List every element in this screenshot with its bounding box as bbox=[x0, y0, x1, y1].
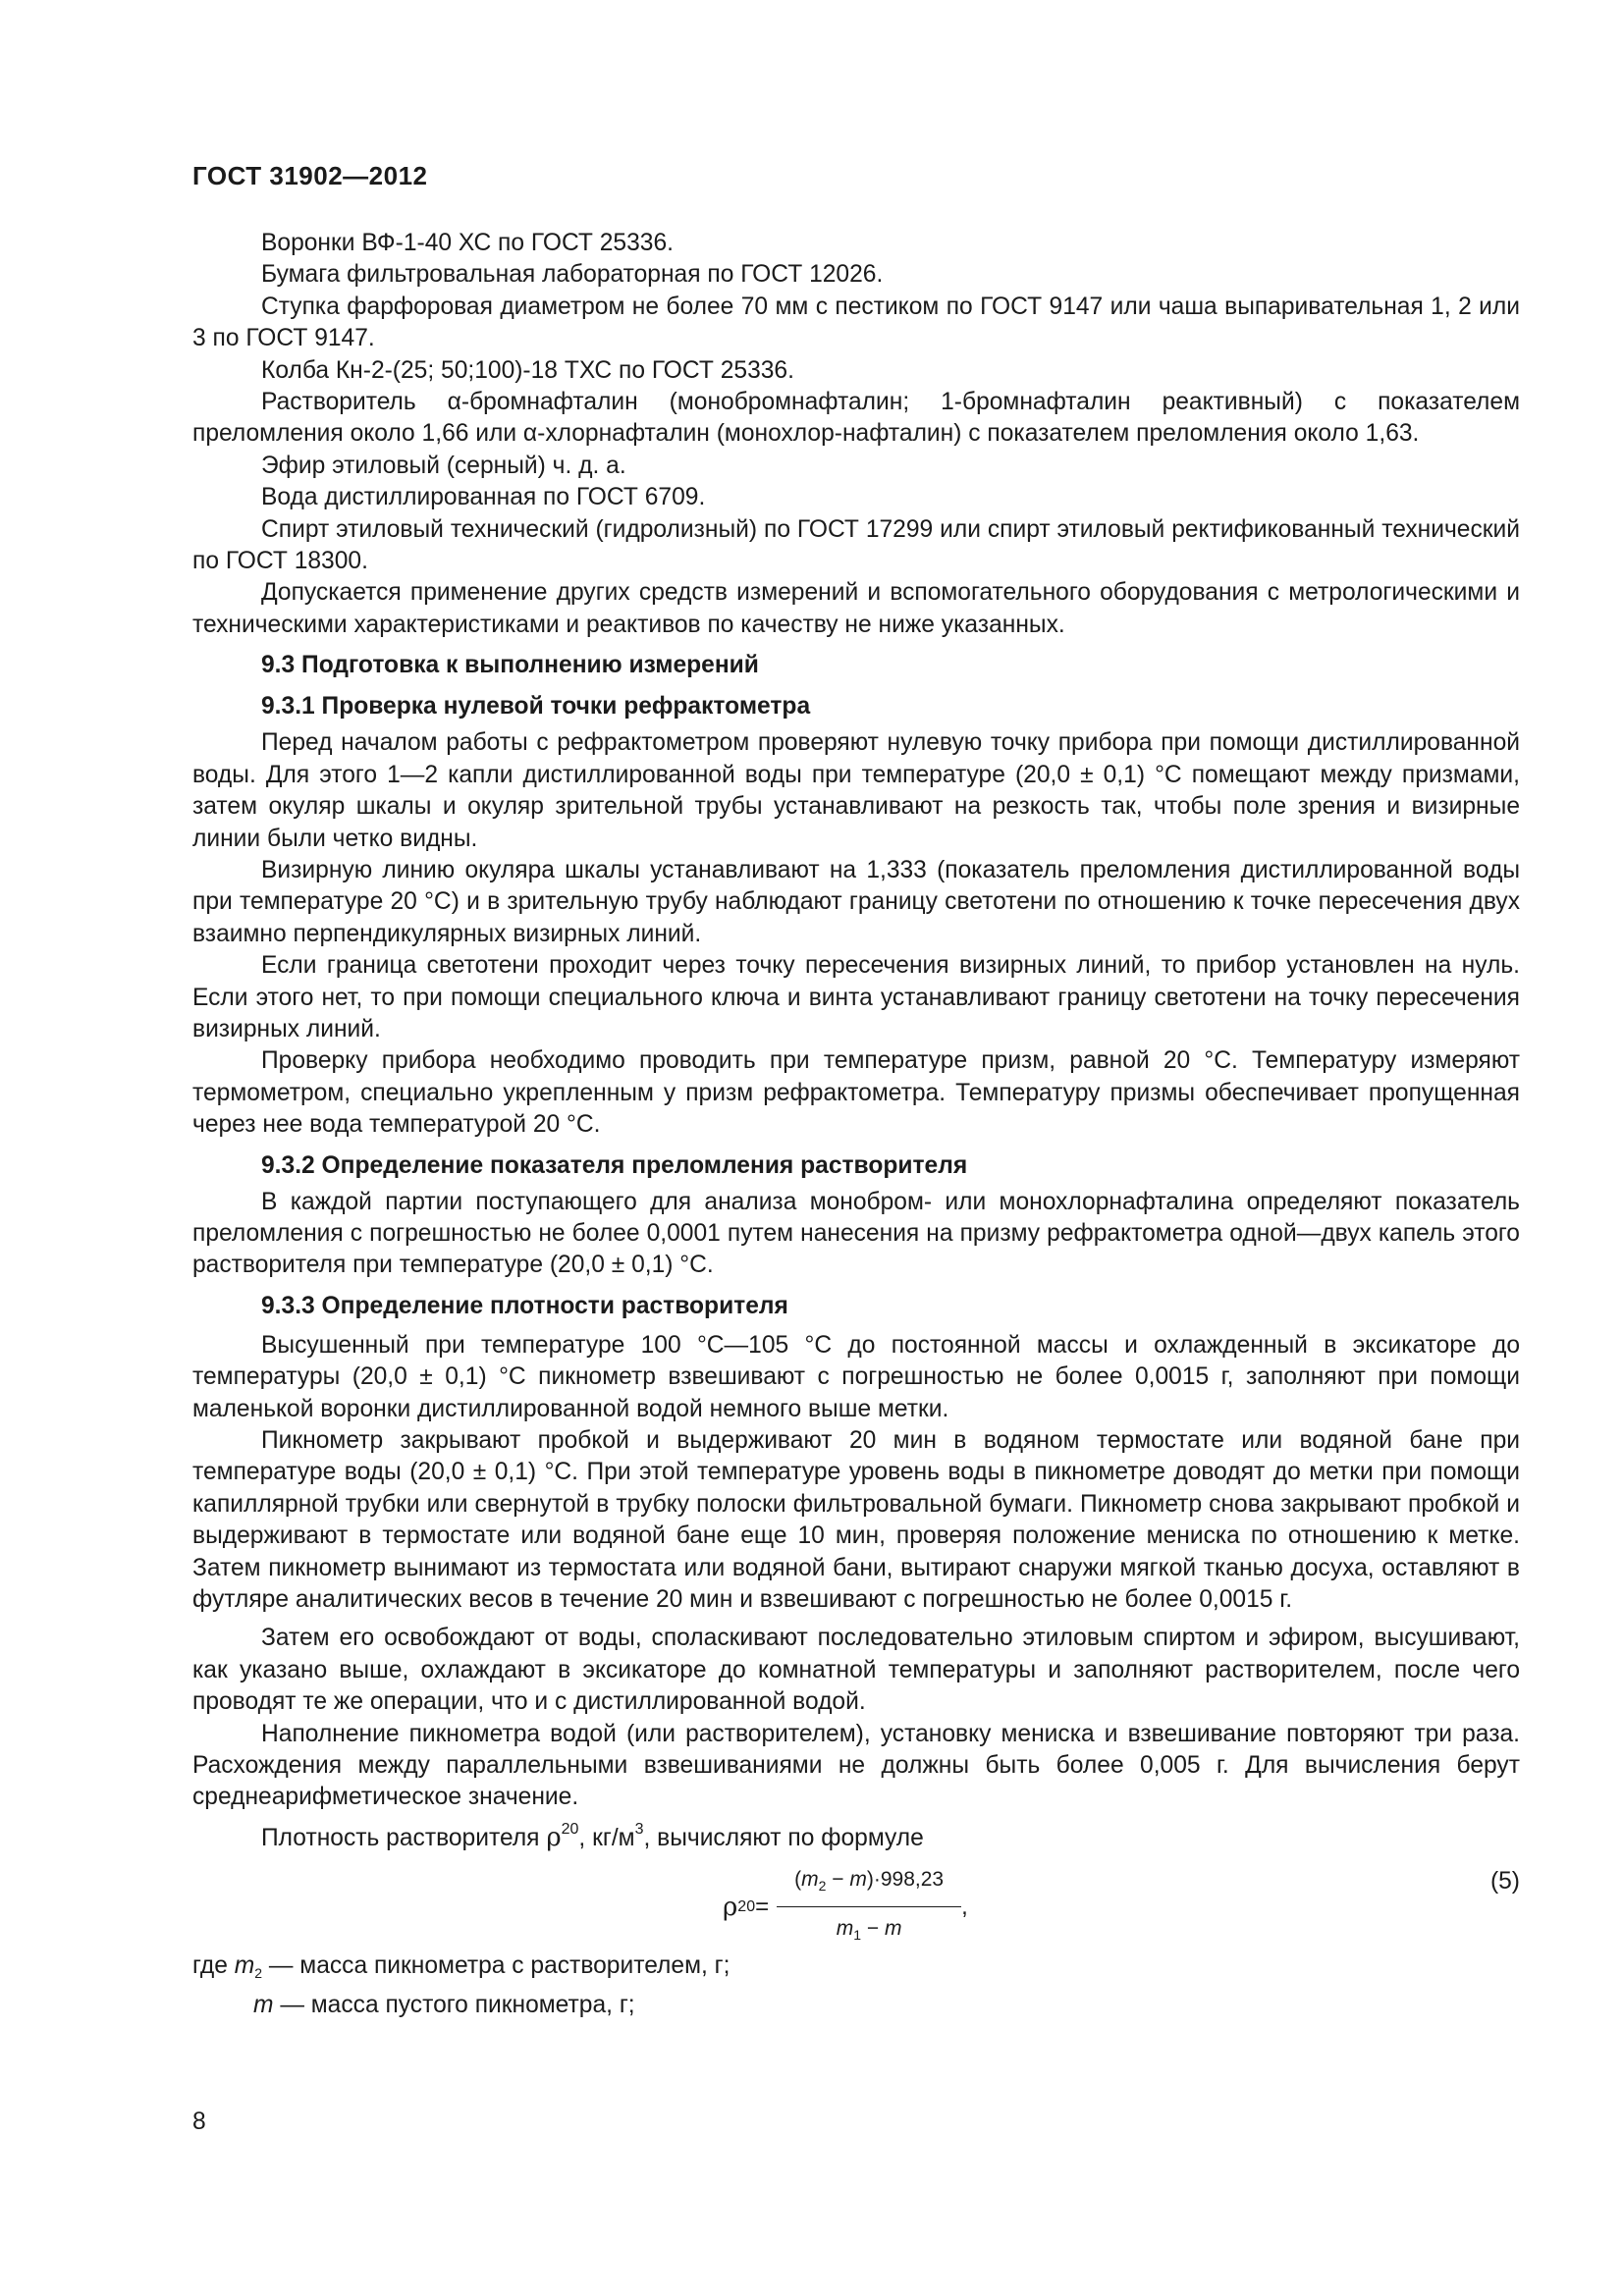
formula-block bbox=[192, 1860, 1520, 1950]
page-content bbox=[192, 228, 1520, 2021]
intro-line: Эфир этиловый (серный) ч. д. а. bbox=[261, 452, 626, 479]
section-heading-9-3-3: 9.3.3 Определение плотности растворителя bbox=[261, 1292, 788, 1319]
where-description: — масса пустого пикнометра, г; bbox=[273, 1991, 635, 2018]
formula-numerator-tail: )·998,23 bbox=[866, 1868, 945, 1892]
density-unit-superscript: 3 bbox=[634, 1820, 644, 1838]
section-paragraph: Перед началом работы с рефрактометром проверяют нулевую точку прибора при помощи дистиллированной воды. Для этого 1—2 капли дистиллированной воды при температуре (20,0 ± 0,1) °С помещают между призмами, затем окуляр шкалы и окуляр зрительной трубы устанавливают на резкость так, чтобы поле зрения и визирные линии были четко видны. bbox=[192, 729, 1520, 852]
section-paragraph: Если граница светотени проходит через точку пересечения визирных линий, то прибор установлен на нуль. Если этого нет, то при помощи специального ключа и винта устанавливают границу светотени на точку пересечения визирных линий. bbox=[192, 952, 1520, 1042]
formula-var-m: m bbox=[849, 1868, 867, 1892]
section-heading-9-3-2: 9.3.2 Определение показателя преломления растворителя bbox=[261, 1151, 968, 1179]
section-paragraph: Проверку прибора необходимо проводить при температуре призм, равной 20 °С. Температуру измеряют термометром, специально укрепленным у призм рефрактометра. Температуру призмы обеспечивает пропущенная через нее вода температурой 20 °С. bbox=[192, 1047, 1520, 1139]
intro-line: Бумага фильтровальная лабораторная по ГОСТ 12026. bbox=[261, 261, 884, 289]
section-paragraph: Наполнение пикнометра водой (или растворителем), установку мениска и взвешивание повторяют три раза. Расхождения между параллельными взвешиваниями не должны быть более 0,005 г. Для вычисления берут среднеарифметическое значение. bbox=[192, 1720, 1520, 1811]
intro-line: Ступка фарфоровая диаметром не более 70 мм с пестиком по ГОСТ 9147 или чаша выпаривательная 1, 2 или 3 по ГОСТ 9147. bbox=[192, 293, 1520, 352]
formula-equals: = bbox=[755, 1893, 770, 1920]
formula-fraction bbox=[777, 1864, 961, 1950]
section-paragraph: Пикнометр закрывают пробкой и выдерживают 20 мин в водяном термостате или водяной бане при температуре воды (20,0 ± 0,1) °С. При этой температуре уровень воды в пикнометре доводят до метки при помощи капиллярной трубки или свернутой в трубку полоски фильтровальной бумаги. Пикнометр снова закрывают пробкой и выдерживают в термостате или водяной бане еще 10 мин, проверяя положение мениска по отношению к метке. Затем пикнометр вынимают из термостата или водяной бани, вытирают снаружи мягкой тканью досуха, оставляют в футляре аналитических весов в течение 20 мин и взвешивают с погрешностью не более 0,0015 г. bbox=[192, 1427, 1520, 1614]
density-intro bbox=[192, 1814, 1520, 1854]
where-block bbox=[192, 1950, 1520, 2021]
where-var: m bbox=[253, 1991, 274, 2018]
where-var: m bbox=[234, 1952, 255, 1980]
where-description: — масса пикнометра с растворителем, г; bbox=[262, 1952, 730, 1980]
formula-minus: − bbox=[861, 1916, 885, 1940]
document-header: ГОСТ 31902—2012 bbox=[192, 161, 428, 190]
intro-line: Вода дистиллированная по ГОСТ 6709. bbox=[261, 484, 706, 511]
intro-line: Воронки ВФ-1-40 ХС по ГОСТ 25336. bbox=[261, 230, 674, 256]
intro-line: Спирт этиловый технический (гидролизный) по ГОСТ 17299 или спирт этиловый ректификованный технический по ГОСТ 18300. bbox=[192, 515, 1520, 575]
intro-line: Растворитель α-бромнафталин (монобромнафталин; 1-бромнафталин реактивный) с показателем преломления около 1,66 или α-хлорнафталин (монохлор-нафталин) с показателем преломления около 1,63. bbox=[192, 389, 1520, 448]
formula-numerator bbox=[788, 1864, 949, 1905]
formula-lhs-superscript: 20 bbox=[737, 1897, 756, 1915]
section-heading-9-3-1: 9.3.1 Проверка нулевой точки рефрактометра bbox=[261, 693, 811, 721]
intro-line: Допускается применение других средств измерений и вспомогательного оборудования с метрологическими и техническими характеристиками и реактивов по качеству не ниже указанных. bbox=[192, 579, 1520, 638]
density-unit-text: , кг/м bbox=[578, 1824, 635, 1851]
formula-var-m: m bbox=[801, 1868, 819, 1892]
intro-line: Колба Кн-2-(25; 50;100)-18 ТХС по ГОСТ 25336. bbox=[261, 356, 794, 384]
section-paragraph: Визирную линию окуляра шкалы устанавливают на 1,333 (показатель преломления дистиллированной воды при температуре 20 °С) и в зрительную трубу наблюдают границу светотени по отношению к точке пересечения двух взаимно перпендикулярных визирных линий. bbox=[192, 856, 1520, 947]
formula-comma: , bbox=[961, 1893, 968, 1920]
section-paragraph: Затем его освобождают от воды, споласкивают последовательно этиловым спиртом и эфиром, высушивают, как указано выше, охлаждают в эксикаторе до комнатной температуры и заполняют растворителем, после чего проводят те же операции, что и с дистиллированной водой. bbox=[192, 1625, 1520, 1716]
section-paragraph: Высушенный при температуре 100 °С—105 °С до постоянной массы и охлажденный в эксикаторе до температуры (20,0 ± 0,1) °С пикнометр взвешивают с погрешностью не более 0,0015 г, заполняют при помощи маленькой воронки дистиллированной водой немного выше метки. bbox=[192, 1331, 1520, 1422]
formula-minus: − bbox=[826, 1868, 850, 1892]
density-formula bbox=[723, 1864, 968, 1950]
formula-var-m: m bbox=[836, 1916, 854, 1940]
formula-paren-open: ( bbox=[794, 1868, 802, 1892]
density-symbol: ρ bbox=[546, 1822, 562, 1852]
where-prefix: где bbox=[192, 1952, 235, 1980]
formula-var-m: m bbox=[884, 1916, 902, 1940]
density-superscript: 20 bbox=[561, 1820, 579, 1838]
formula-lhs-symbol: ρ bbox=[723, 1892, 738, 1922]
where-row bbox=[192, 1990, 1520, 2021]
section-paragraph: В каждой партии поступающего для анализа монобром- или монохлорнафталина определяют показатель преломления с погрешностью не более 0,0001 путем нанесения на призму рефрактометра одной—двух капель этого растворителя при температуре (20,0 ± 0,1) °С. bbox=[192, 1188, 1520, 1279]
section-heading-9-3: 9.3 Подготовка к выполнению измерений bbox=[261, 652, 759, 679]
density-intro-tail: , вычисляют по формуле bbox=[643, 1824, 924, 1851]
formula-subscript-1: 1 bbox=[853, 1926, 862, 1943]
where-var-subscript: 2 bbox=[254, 1965, 263, 1982]
where-row bbox=[192, 1950, 1520, 1989]
density-intro-text: Плотность растворителя bbox=[261, 1824, 547, 1851]
formula-denominator bbox=[837, 1907, 902, 1950]
formula-number: (5) bbox=[1489, 1868, 1520, 1896]
page-number: 8 bbox=[192, 2109, 206, 2135]
formula-subscript-2: 2 bbox=[818, 1878, 827, 1895]
